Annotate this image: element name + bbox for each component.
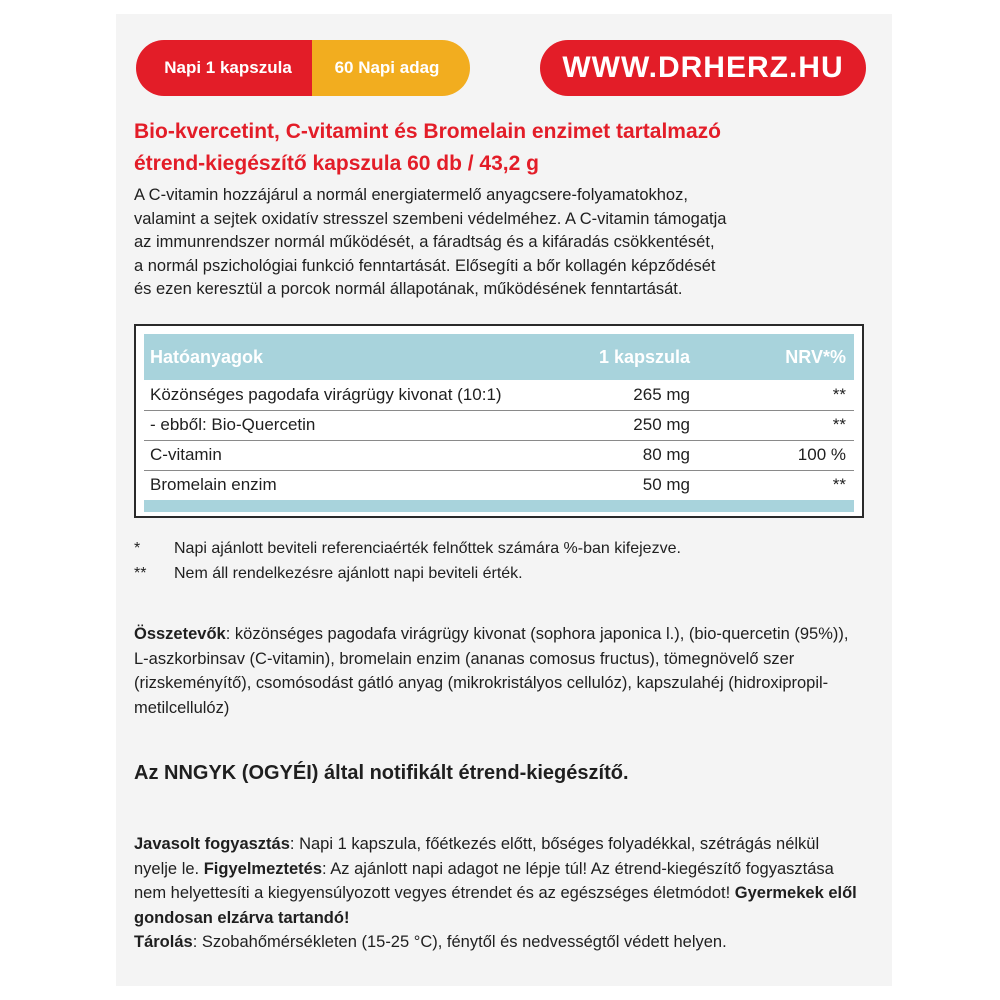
intro-line: A C-vitamin hozzájárul a normál energiatermelő anyagcsere-folyamatokhoz, <box>134 186 688 204</box>
website-badge: WWW.DRHERZ.HU <box>540 40 866 96</box>
usage-text: : Napi 1 kapszula, főétkezés előtt, bőséges folyadékkal, szétrágás nélkül nyelje le. <box>134 835 820 878</box>
intro-line: a normál pszichológiai funkció fenntartását. Elősegíti a bőr kollagén képződését <box>134 256 716 275</box>
servings-badge: 60 Napi adag <box>312 40 470 96</box>
ingredients-label: Összetevők <box>134 625 226 643</box>
row-nrv: ** <box>832 385 846 404</box>
table-row <box>144 440 854 471</box>
footnote-mark: ** <box>134 565 147 582</box>
table-row <box>144 470 854 501</box>
ingredients-section <box>134 622 864 720</box>
product-title <box>134 116 874 180</box>
row-amount: 80 mg <box>642 445 690 464</box>
table-row <box>144 410 854 441</box>
storage-label: Tárolás <box>134 933 193 951</box>
intro-line: az immunrendszer normál működését, a fáradtság és a kifáradás csökkentését, <box>134 233 715 251</box>
intro-text <box>134 184 854 302</box>
row-ingredient: - ebből: Bio-Quercetin <box>150 415 316 434</box>
ingredients-text: : közönséges pagodafa virágrügy kivonat (sophora japonica l.), (bio-quercetin (95%)), L-aszkorbinsav (C-vitamin), bromelain enzim (ananas comosus fructus), tömegnövelő szer (rizskeményítő), csomósodást gátló anyag (mikrokristályos cellulóz), kapszulahéj (hidroxipropil-metilcellulóz) <box>134 625 849 717</box>
title-line-1: Bio-kvercetint, C-vitamint és Bromelain enzimet tartalmazó <box>134 120 721 143</box>
footnote <box>134 561 681 586</box>
title-line-2: étrend-kiegészítő kapszula 60 db / 43,2 g <box>134 152 539 175</box>
row-ingredient: C-vitamin <box>150 445 222 464</box>
header-ingredient: Hatóanyagok <box>150 347 264 367</box>
row-amount: 50 mg <box>642 475 690 494</box>
footnote-mark: * <box>134 540 141 557</box>
table-header <box>144 334 854 380</box>
notification-statement: Az NNGYK (OGYÉI) által notifikált étrend-kiegészítő. <box>134 762 629 784</box>
intro-line: valamint a sejtek oxidatív stresszel szembeni védelméhez. A C-vitamin támogatja <box>134 209 727 228</box>
row-ingredient: Bromelain enzim <box>150 475 277 494</box>
footnotes <box>134 536 681 586</box>
warning-label: Figyelmeztetés <box>203 859 323 878</box>
header-per-capsule: 1 kapszula <box>598 347 690 367</box>
warning-text: : Az ajánlott napi adagot ne lépje túl! Az étrend-kiegészítő fogyasztása nem helyettesíti a kiegyensúlyozott vegyes étrendet és az egészséges életmódot! <box>134 859 834 902</box>
row-amount: 265 mg <box>633 385 690 404</box>
table-row <box>144 380 854 411</box>
row-nrv: ** <box>832 415 846 434</box>
daily-dose-badge: Napi 1 kapszula <box>136 40 312 96</box>
usage-label: Javasolt fogyasztás <box>134 835 290 853</box>
intro-line: és ezen keresztül a porcok normál állapotának, működésének fenntartását. <box>134 280 683 298</box>
usage-section <box>134 832 864 955</box>
storage-text: : Szobahőmérsékleten (15-25 °C), fénytől és nedvességtől védett helyen. <box>192 933 727 951</box>
footnote-text: Nem áll rendelkezésre ajánlott napi beviteli érték. <box>174 565 523 582</box>
header-nrv: NRV*% <box>785 347 846 367</box>
footnote-text: Napi ajánlott beviteli referenciaérték felnőttek számára %-ban kifejezve. <box>174 540 681 557</box>
table-footer-bar <box>144 500 854 512</box>
nutrition-table <box>134 324 864 518</box>
row-ingredient: Közönséges pagodafa virágrügy kivonat (10:1) <box>150 385 502 404</box>
footnote <box>134 536 681 561</box>
row-amount: 250 mg <box>633 415 690 434</box>
row-nrv: 100 % <box>797 445 846 464</box>
row-nrv: ** <box>832 475 846 494</box>
children-warning: Gyermekek elől gondosan elzárva tartandó! <box>134 884 857 927</box>
